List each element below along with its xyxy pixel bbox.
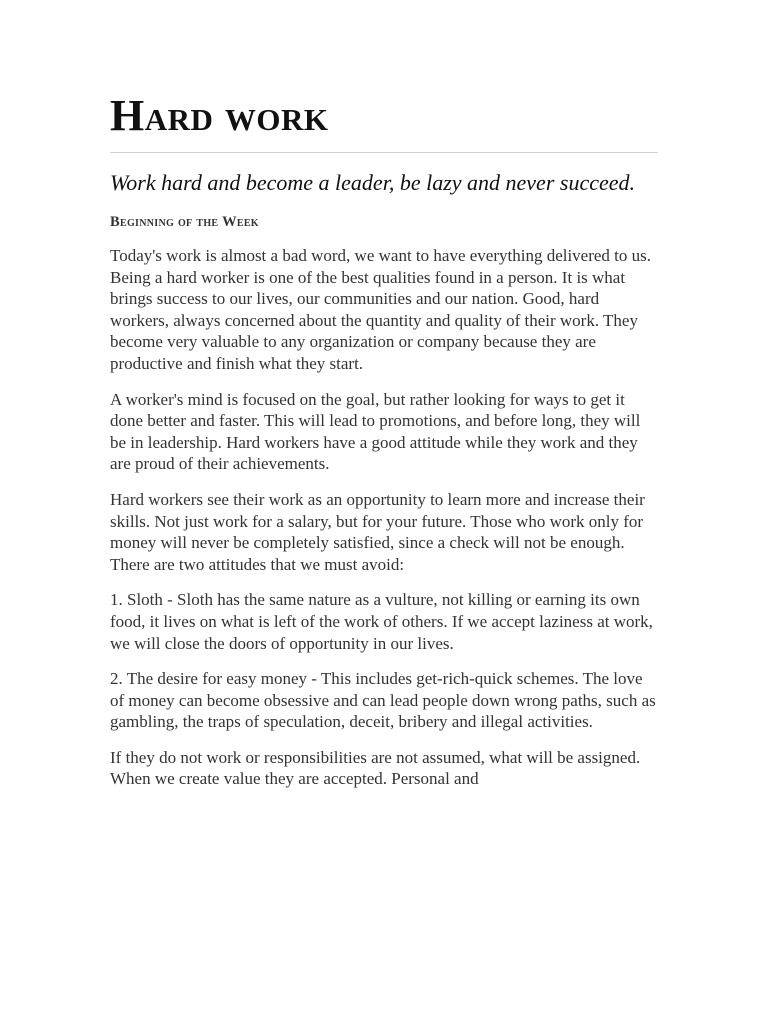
paragraph-opportunity: Hard workers see their work as an opportunity to learn more and increase their skills. Not just work for a salary, but for your future. Those who work only for money will never be completely satisfied, since a check will not be enough. There are two attitudes that we must avoid: <box>110 489 645 574</box>
document-page <box>110 90 658 790</box>
paragraph-sloth: 1. Sloth - Sloth has the same nature as a vulture, not killing or earning its own food, it lives on what is left of the work of others. If we accept laziness at work, we will close the doors of opportunity in our lives. <box>110 590 653 653</box>
paragraph-responsibilities: If they do not work or responsibilities are not assumed, what will be assigned. When we create value they are accepted. Personal and <box>110 747 641 789</box>
section-heading: Beginning of the Week <box>110 214 259 230</box>
title-divider <box>110 152 658 153</box>
paragraph-easy-money: 2. The desire for easy money - This includes get-rich-quick schemes. The love of money can become obsessive and can lead people down wrong paths, such as gambling, the traps of speculation, deceit, bribery and illegal activities. <box>110 669 656 732</box>
document-subtitle: Work hard and become a leader, be lazy and never succeed. <box>110 170 636 195</box>
document-title: Hard work <box>110 91 329 140</box>
paragraph-worker-mind: A worker's mind is focused on the goal, but rather looking for ways to get it done better and faster. This will lead to promotions, and before long, they will be in leadership. Hard workers have a good attitude while they work and they are proud of their achievements. <box>110 389 641 474</box>
paragraph-intro: Today's work is almost a bad word, we want to have everything delivered to us. Being a hard worker is one of the best qualities found in a person. It is what brings success to our lives, our communities and our nation. Good, hard workers, always concerned about the quantity and quality of their work. They become very valuable to any organization or company because they are productive and finish what they start. <box>110 246 652 373</box>
